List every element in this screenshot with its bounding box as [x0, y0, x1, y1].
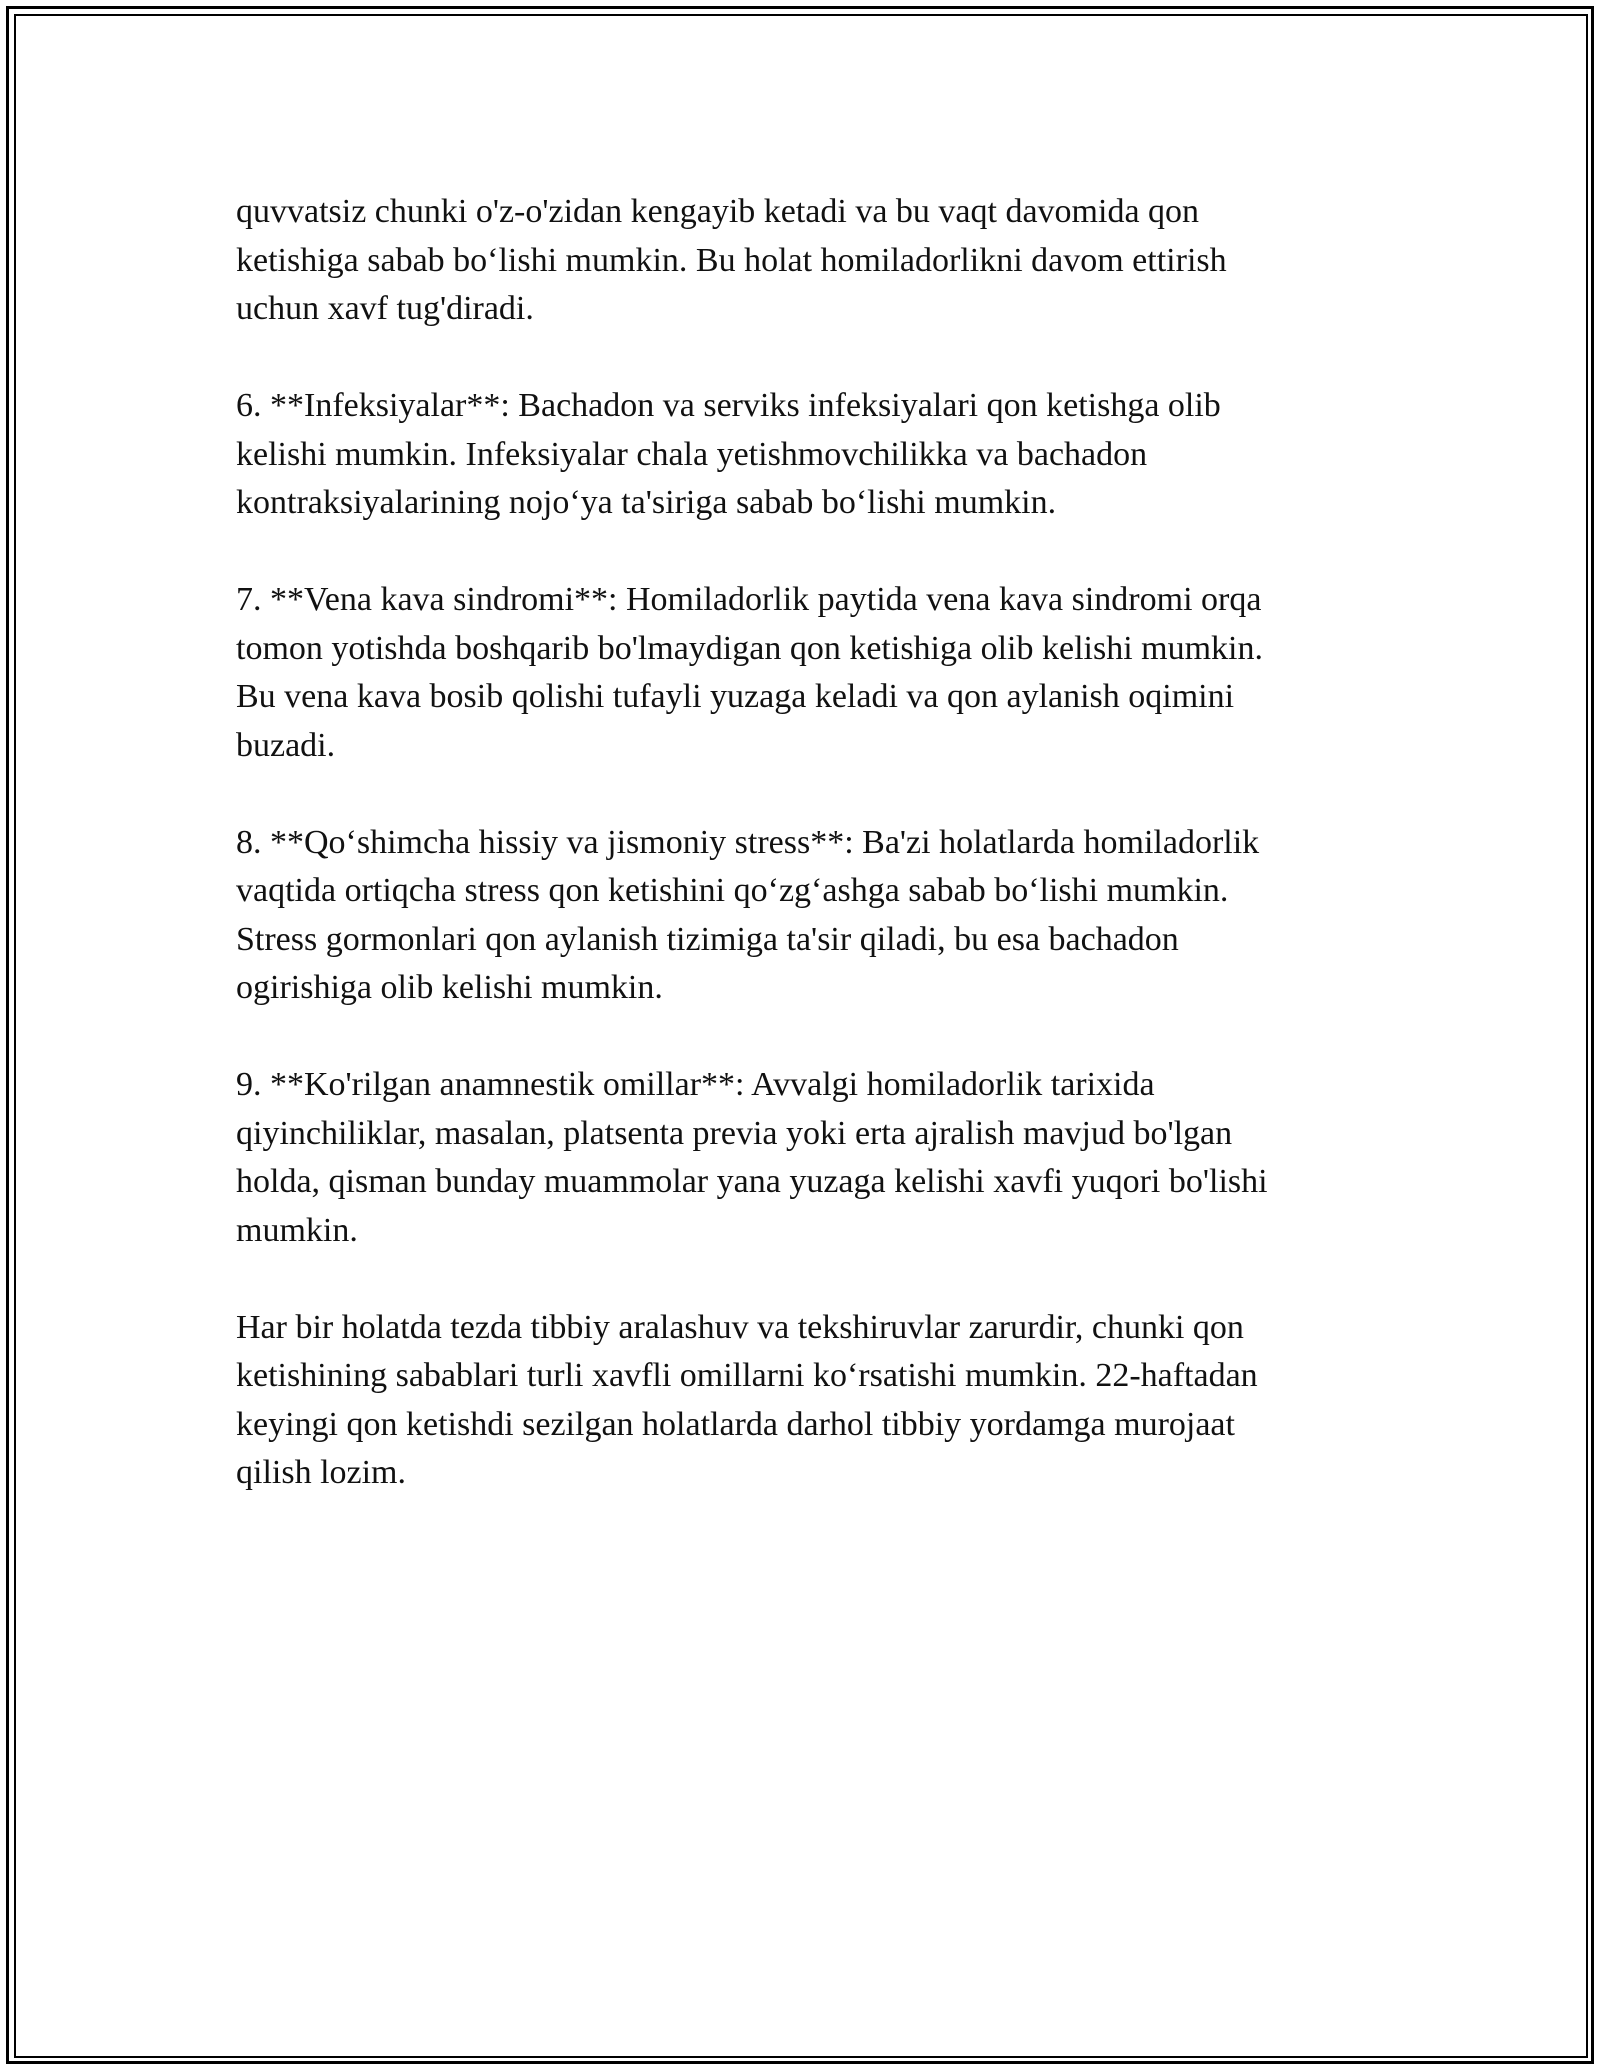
- paragraph-item-7-vena-cava: 7. **Vena kava sindromi**: Homiladorlik paytida vena kava sindromi orqa tomon yotishda boshqarib bo'lmaydigan qon ketishiga olib kelishi mumkin. Bu vena kava bosib qolishi tufayli yuzaga keladi va qon aylanish oqimini buzadi.: [236, 581, 1263, 764]
- paragraph-item-9-anamnesis: 9. **Ko'rilgan anamnestik omillar**: Avvalgi homiladorlik tarixida qiyinchiliklar, masalan, platsenta previa yoki erta ajralish mavjud bo'lgan holda, qisman bunday muammolar yana yuzaga kelishi xavfi yuqori bo'lishi mumkin.: [236, 1066, 1268, 1249]
- paragraph-item-8-stress: 8. **Qo‘shimcha hissiy va jismoniy stress**: Ba'zi holatlarda homiladorlik vaqtida ortiqcha stress qon ketishini qo‘zg‘ashga sabab bo‘lishi mumkin. Stress gormonlari qon aylanish tizimiga ta'sir qiladi, bu esa bachadon ogirishiga olib kelishi mumkin.: [236, 823, 1260, 1006]
- document-body: [236, 188, 1366, 1546]
- paragraph-conclusion: Har bir holatda tezda tibbiy aralashuv va tekshiruvlar zarurdir, chunki qon ketishining sabablari turli xavfli omillarni ko‘rsatishi mumkin. 22-haftadan keyingi qon ketishdi sezilgan holatlarda darhol tibbiy yordamga murojaat qilish lozim.: [236, 1308, 1258, 1491]
- paragraph-continuation: quvvatsiz chunki o'z-o'zidan kengayib ketadi va bu vaqt davomida qon ketishiga sabab bo‘lishi mumkin. Bu holat homiladorlikni davom ettirish uchun xavf tug'diradi.: [236, 193, 1227, 327]
- paragraph-item-6-infections: 6. **Infeksiyalar**: Bachadon va serviks infeksiyalari qon ketishga olib kelishi mumkin. Infeksiyalar chala yetishmovchilikka va bachadon kontraksiyalarining nojo‘ya ta'siriga sabab bo‘lishi mumkin.: [236, 387, 1221, 521]
